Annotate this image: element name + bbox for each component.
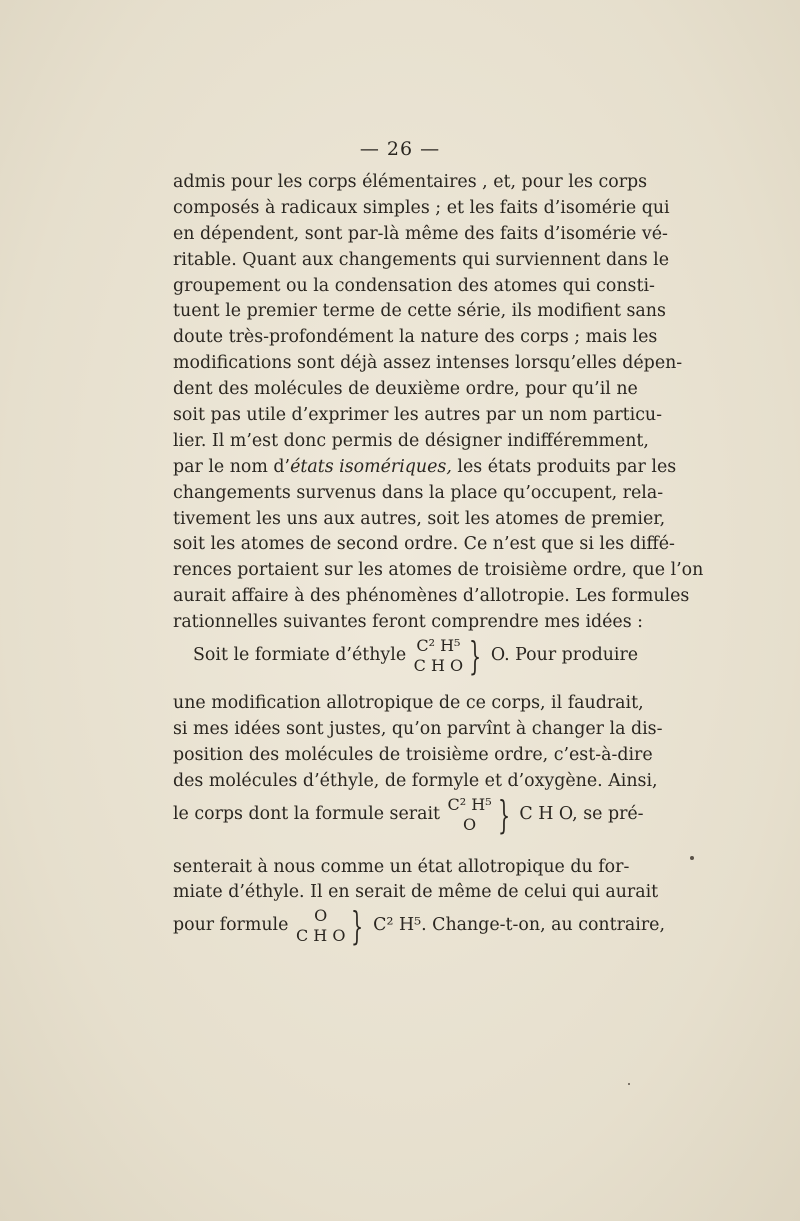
- formula-bottom: C H O: [413, 656, 464, 676]
- text-line-italic: [173, 455, 677, 481]
- text-fragment: les états produits par les: [451, 456, 677, 477]
- page-number: — 26 —: [359, 138, 441, 160]
- text-line: une modification allotropique de ce corps, il faudrait,: [173, 693, 644, 714]
- text-line: admis pour les corps élémentaires , et, pour les corps: [173, 172, 648, 192]
- paper-speck: [690, 856, 694, 860]
- formula-prefix: Soit le formiate d’éthyle: [193, 645, 407, 666]
- text-line: tivement les uns aux autres, soit les atomes de premier,: [173, 508, 666, 529]
- text-fragment: par le nom d’: [173, 456, 291, 477]
- formula-prefix: le corps dont la formule serait: [173, 803, 441, 824]
- formula-ethyl-formate: [173, 634, 639, 691]
- formula-stack: [296, 906, 345, 946]
- text-line: soit les atomes de second ordre. Ce n’est que si les diffé-: [173, 534, 675, 555]
- formula-top: C² H⁵: [447, 794, 492, 814]
- text-line: groupement ou la condensation des atomes qui consti-: [173, 275, 655, 296]
- text-line: senterait à nous comme un état allotropique du for-: [173, 856, 630, 877]
- brace-icon: }: [351, 904, 364, 949]
- formula-suffix: C H O, se pré-: [519, 803, 644, 824]
- text-line: tuent le premier terme de cette série, ils modifient sans: [173, 301, 666, 322]
- text-line: soit pas utile d’exprimer les autres par un nom particu-: [173, 405, 663, 426]
- formula-top: C² H⁵: [416, 636, 461, 656]
- text-line: modifications sont déjà assez intenses lorsqu’elles dépen-: [173, 353, 683, 374]
- paper-speck: [628, 1083, 630, 1085]
- italic-term: états isomériques,: [290, 456, 452, 477]
- text-line: miate d’éthyle. Il en serait de même de celui qui aurait: [173, 882, 659, 903]
- text-line: si mes idées sont justes, qu’on parvînt à changer la dis-: [173, 718, 663, 739]
- formula-suffix: C² H⁵. Change-t-on, au contraire,: [373, 915, 665, 936]
- text-line: en dépendent, sont par-là même des faits d’isomérie vé-: [173, 223, 668, 244]
- formula-prefix: pour formule: [173, 915, 289, 936]
- text-line: rences portaient sur les atomes de troisième ordre, que l’on: [173, 560, 704, 581]
- text-line: ritable. Quant aux changements qui surviennent dans le: [173, 249, 670, 270]
- text-line: rationnelles suivantes feront comprendre mes idées :: [173, 612, 644, 633]
- formula-allotropic-2: [173, 904, 665, 966]
- formula-allotropic-1: [173, 792, 644, 855]
- text-line: lier. Il m’est donc permis de désigner indifféremment,: [173, 430, 649, 451]
- brace-icon: }: [469, 634, 482, 679]
- text-line: position des molécules de troisième ordre, c’est-à-dire: [173, 744, 653, 765]
- body-text: [173, 170, 704, 966]
- formula-bottom: O: [463, 814, 477, 834]
- text-line: composés à radicaux simples ; et les faits d’isomérie qui: [173, 197, 670, 218]
- text-line: des molécules d’éthyle, de formyle et d’oxygène. Ainsi,: [173, 770, 658, 791]
- formula-stack: [414, 636, 463, 676]
- formula-top: O: [314, 906, 328, 926]
- text-line: doute très-profondément la nature des corps ; mais les: [173, 327, 658, 348]
- formula-bottom: C H O: [295, 926, 346, 946]
- text-line: aurait affaire à des phénomènes d’allotropie. Les formules: [173, 586, 690, 607]
- text-line: changements survenus dans la place qu’occupent, rela-: [173, 482, 664, 503]
- formula-stack: [448, 795, 492, 835]
- text-line: dent des molécules de deuxième ordre, pour qu’il ne: [173, 379, 638, 400]
- brace-icon: }: [497, 792, 510, 837]
- formula-suffix: O. Pour produire: [490, 645, 639, 666]
